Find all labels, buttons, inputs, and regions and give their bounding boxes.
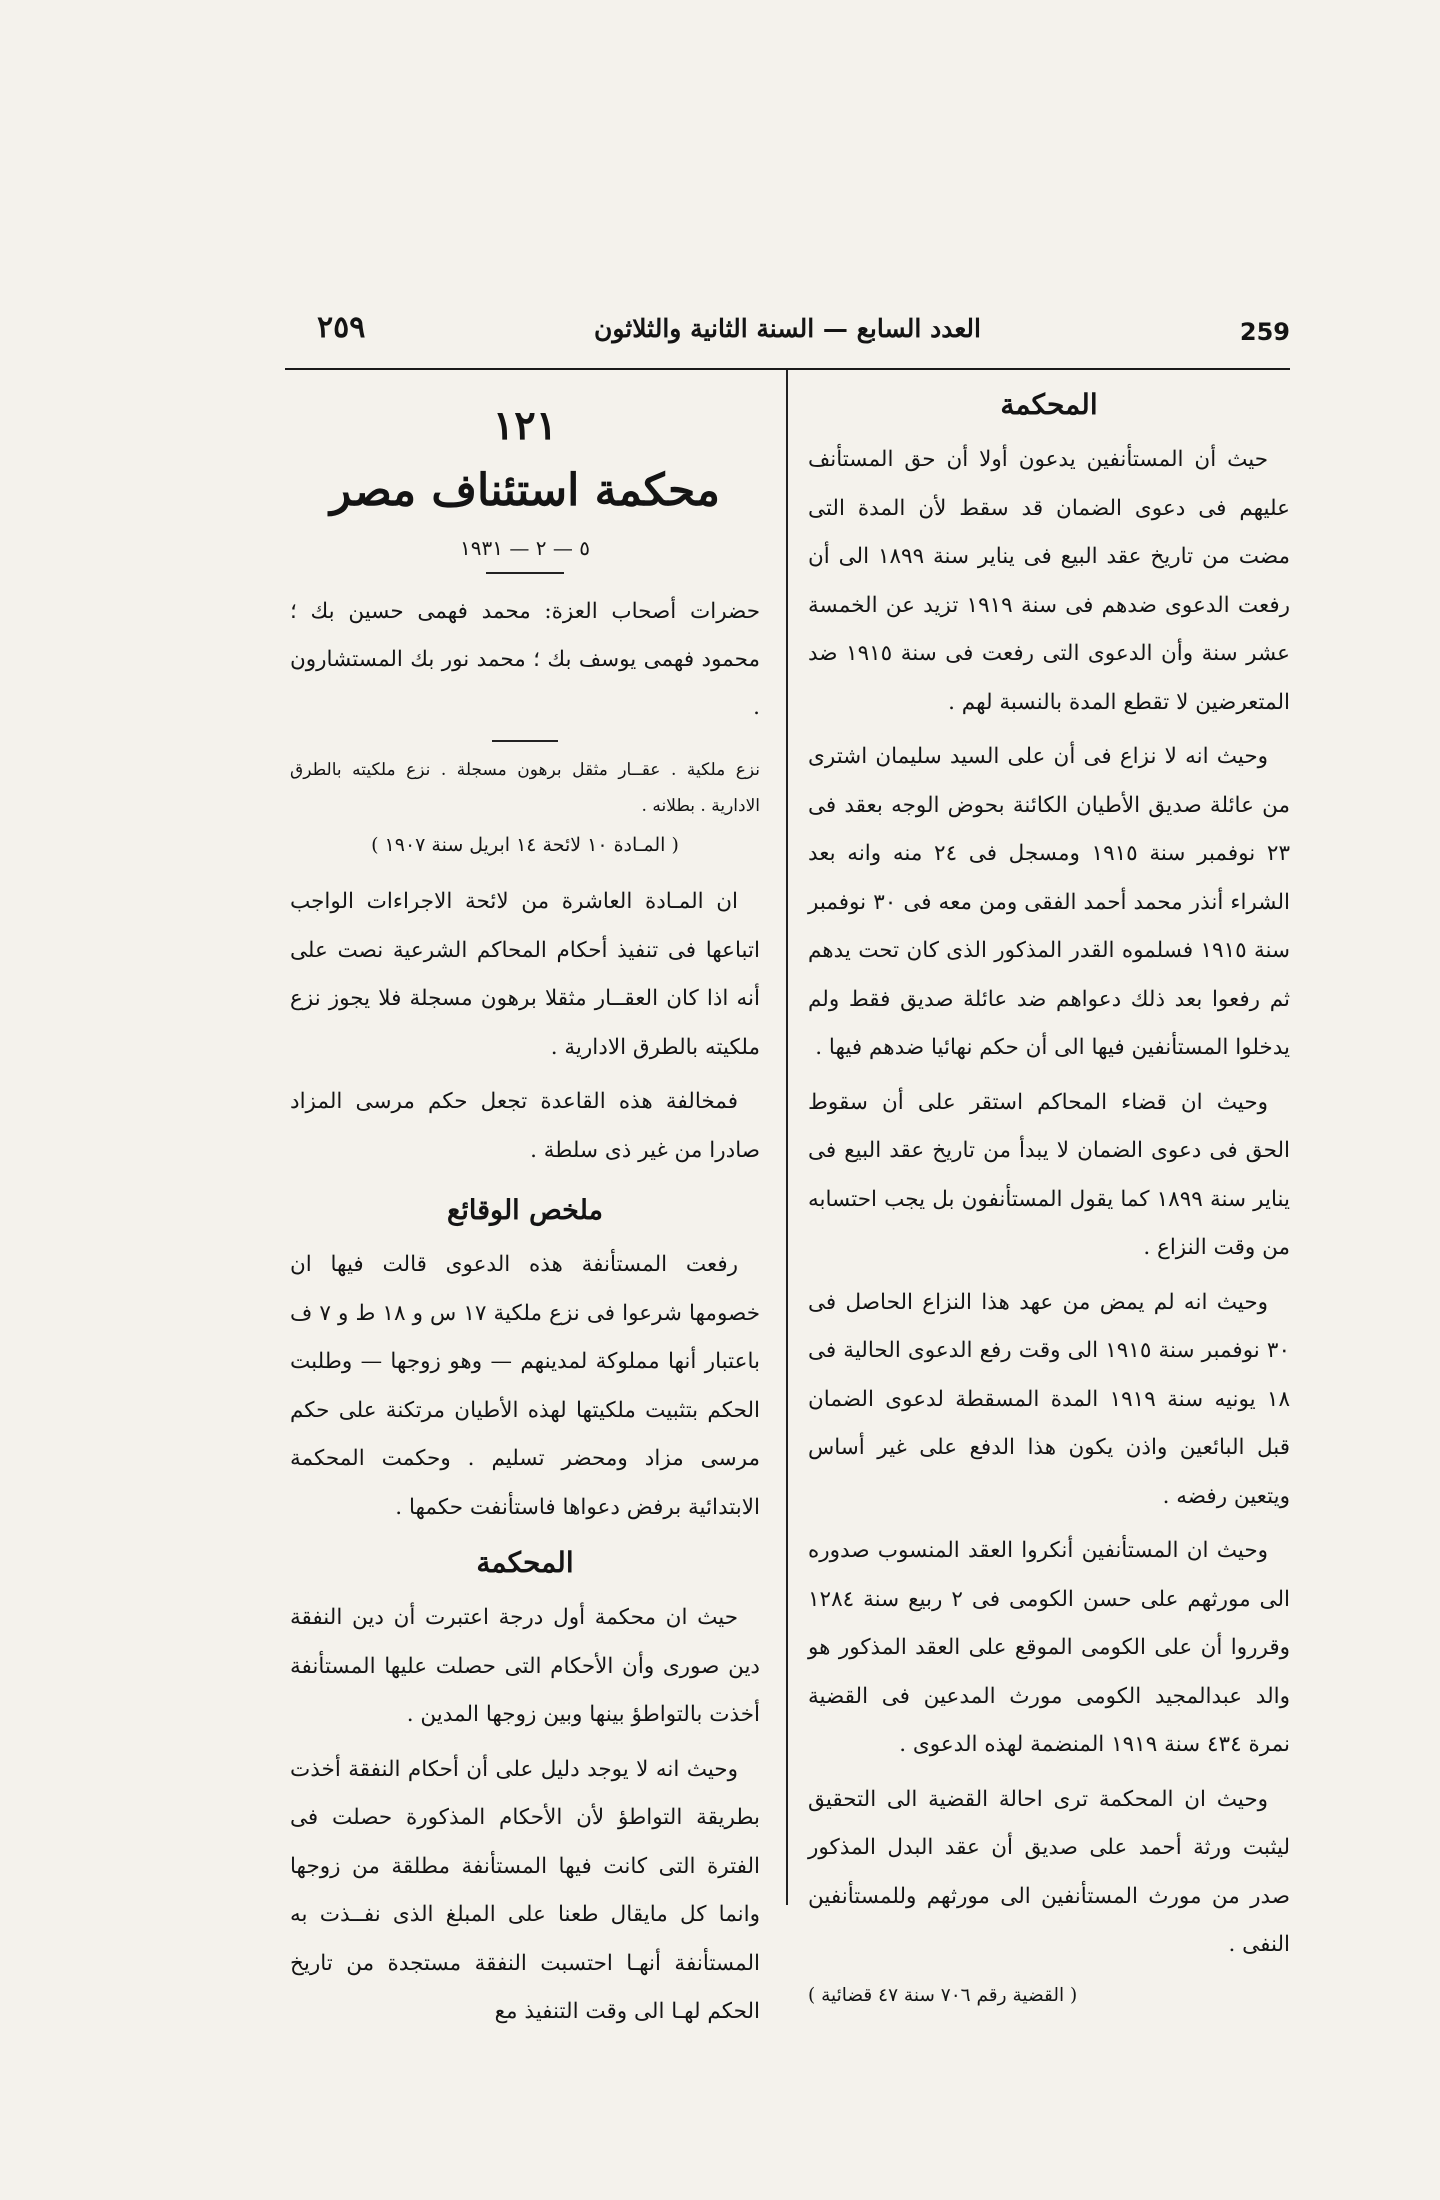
body-paragraph: وحيث انه لا يوجد دليل على أن أحكام النفقة أخذت بطريقة التواطؤ لأن الأحكام المذكورة حصلت فى الفترة التى كانت فيها المستأنفة مطلقة من زوجها وانما كل مايقال طعنا على المبلغ الذى نفــذت به المستأنفة أنهـا احتسبت النفقة مستجدة من تاريخ الحكم لهـا الى وقت التنفيذ مع: [290, 1756, 760, 2024]
principle-paragraph: ان المـادة العاشرة من لائحة الاجراءات الواجب اتباعها فى تنفيذ أحكام المحاكم الشرعية نصت على أنه اذا كان العقــار مثقلا برهون مسجلة فلا يجوز نزع ملكيته بالطرق الادارية .: [290, 889, 760, 1060]
journal-issue-title: العدد السابع — السنة الثانية والثلاثون: [594, 314, 981, 343]
body-paragraph: حيث أن المستأنفين يدعون أولا أن حق المستأنف عليهم فى دعوى الضمان قد سقط لأن المدة التى مضت من تاريخ عقد البيع فى يناير سنة ١٨٩٩ الى أن رفعت الدعوى ضدهم فى سنة ١٩١٩ تزيد عن الخمسة عشر سنة وأن الدعوى التى رفعت فى سنة ١٩١٥ ضد المتعرضين لا تقطع المدة بالنسبة لهم .: [808, 447, 1290, 715]
body-paragraph: وحيث انه لا نزاع فى أن على السيد سليمان اشترى من عائلة صديق الأطيان الكائنة بحوض الوجه بعقد فى ٢٣ نوفمبر سنة ١٩١٥ ومسجل فى ٢٤ منه وانه بعد الشراء أنذر محمد أحمد الفقى ومن معه فى ٣٠ نوفمبر سنة ١٩١٥ فسلموه القدر المذكور الذى كان تحت يدهم ثم رفعوا بعد ذلك دعواهم ضد عائلة صديق فقط ولم يدخلوا المستأنفين فيها الى أن حكم نهائيا ضدهم فيها .: [808, 744, 1290, 1060]
court-section-heading: المحكمة: [1000, 388, 1098, 421]
judgment-date: ٥ — ٢ — ١٩٣١: [460, 536, 590, 560]
body-paragraph: وحيث ان المحكمة ترى احالة القضية الى التحقيق ليثبت ورثة أحمد على صديق أن عقد البدل المذكور صدر من مورث المستأنفين الى مورثهم وللمستأنفين النفى .: [808, 1786, 1290, 1957]
headnote: نزع ملكية . عقــار مثقل برهون مسجلة . نزع ملكيته بالطرق الادارية . بطلانه .: [290, 760, 760, 816]
running-header: [285, 310, 1290, 360]
court-name: محكمة استئناف مصر: [330, 465, 720, 516]
case-number: ١٢١: [492, 402, 558, 449]
body-paragraph: حيث ان محكمة أول درجة اعتبرت أن دين النفقة دين صورى وأن الأحكام التى حصلت عليها المستأنفة أخذت بالتواطؤ بينها وبين زوجها المدين .: [290, 1605, 760, 1727]
judges-list: حضرات أصحاب العزة: محمد فهمى حسين بك ؛ محمود فهمى يوسف بك ؛ محمد نور بك المستشارون .: [290, 599, 760, 720]
statute-reference: ( المـادة ١٠ لائحة ١٤ ابريل سنة ١٩٠٧ ): [371, 834, 679, 856]
body-paragraph: وحيث ان المستأنفين أنكروا العقد المنسوب صدوره الى مورثهم على حسن الكومى فى ٢ ربيع سنة ١٢٨٤ وقرروا أن على الكومى الموقع على العقد المذكور هو والد عبدالمجيد الكومى مورث المدعين فى القضية نمرة ٤٣٤ سنة ١٩١٩ المنضمة لهذه الدعوى .: [808, 1538, 1290, 1757]
body-paragraph: وحيث ان قضاء المحاكم استقر على أن سقوط الحق فى دعوى الضمان لا يبدأ من تاريخ عقد البيع فى يناير سنة ١٨٩٩ كما يقول المستأنفون بل يجب احتسابه من وقت النزاع .: [808, 1089, 1290, 1260]
principle-paragraph: فمخالفة هذه القاعدة تجعل حكم مرسى المزاد صادرا من غير ذى سلطة .: [290, 1089, 760, 1163]
body-paragraph: وحيث انه لم يمض من عهد هذا النزاع الحاصل فى ٣٠ نوفمبر سنة ١٩١٥ الى وقت رفع الدعوى الحالية فى ١٨ يونيه سنة ١٩١٩ المدة المسقطة لدعوى الضمان قبل البائعين واذن يكون هذا الدفع على غير أساس ويتعين رفضه .: [808, 1289, 1290, 1509]
column-divider: [786, 370, 788, 1905]
court-section-heading: المحكمة: [476, 1546, 574, 1579]
summary-paragraph: رفعت المستأنفة هذه الدعوى قالت فيها ان خصومها شرعوا فى نزع ملكية ١٧ س و ١٨ ط و ٧ ف باعتبار أنها مملوكة لمدينهم — وهو زوجها — وطلبت الحكم بتثبيت ملكيتها لهذه الأطيان مرتكنة على حكم مرسى مزاد ومحضر تسليم . وحكمت المحكمة الابتدائية برفض دعواها فاستأنفت حكمها .: [290, 1252, 760, 1520]
case-citation: ( القضية رقم ٧٠٦ سنة ٤٧ قضائية ): [808, 1984, 1078, 2006]
facts-summary-heading: ملخص الوقائع: [446, 1195, 603, 1226]
left-column: [290, 398, 760, 2043]
right-column: [808, 380, 1290, 2016]
page-number-arabic: ٢٥٩: [317, 310, 366, 345]
separator-rule: [492, 740, 558, 742]
page-number-latin: 259: [1239, 318, 1290, 346]
separator-rule: [486, 572, 564, 574]
